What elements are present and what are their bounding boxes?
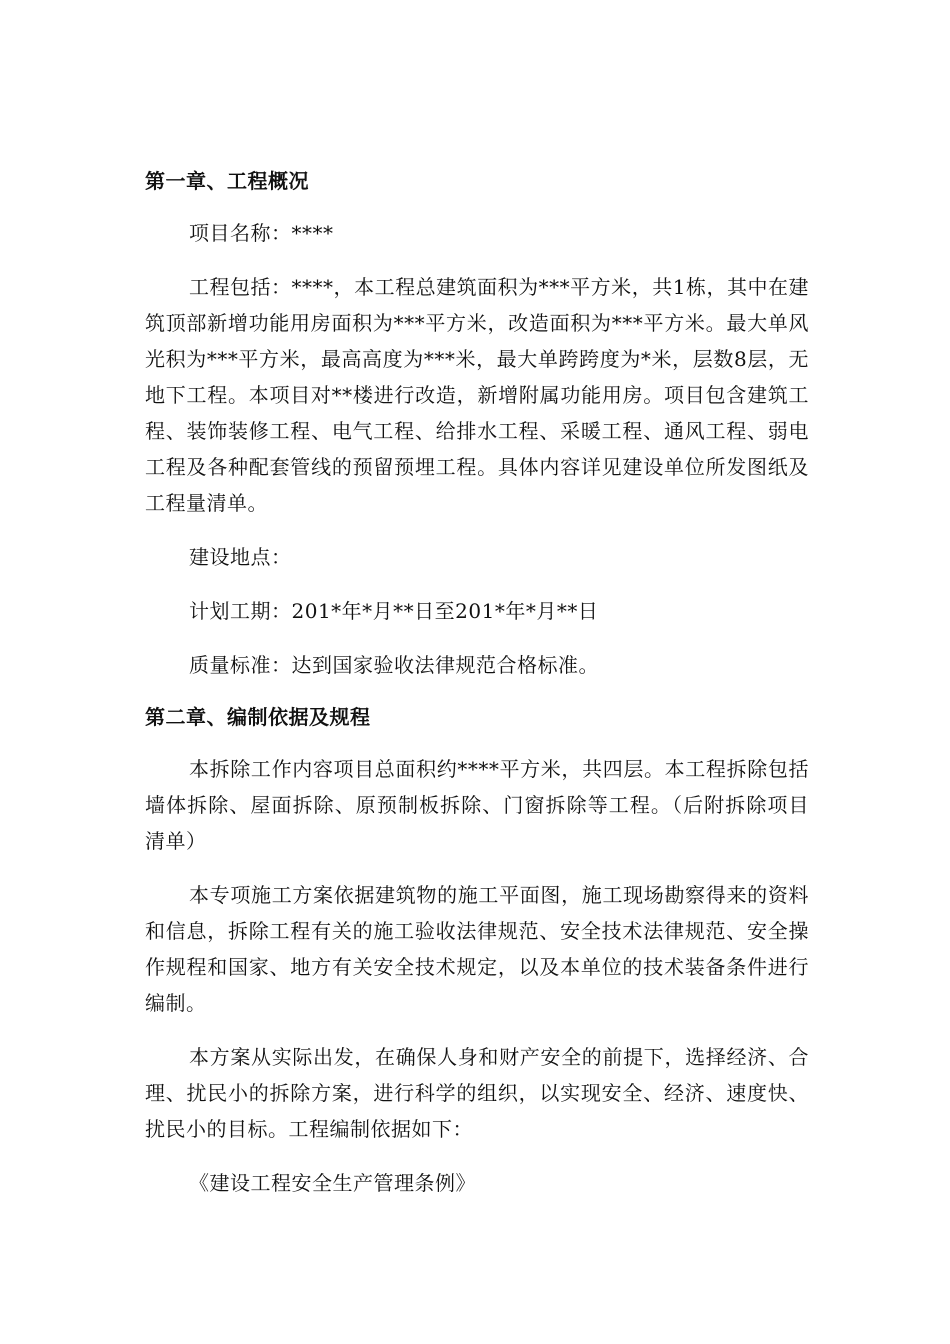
basis-paragraph: 本专项施工方案依据建筑物的施工平面图，施工现场勘察得来的资料和信息，拆除工程有关的施工验收法律规范、安全技术法律规范、安全操作规程和国家、地方有关安全技术规定，以及本单位的技术装备条件进行编制。 <box>145 883 809 1015</box>
project-name-paragraph: 项目名称：**** <box>189 221 334 245</box>
approach-paragraph: 本方案从实际出发，在确保人身和财产安全的前提下，选择经济、合理、扰民小的拆除方案，进行科学的组织，以实现安全、经济、速度快、扰民小的目标。工程编制依据如下： <box>145 1045 809 1141</box>
schedule-paragraph: 计划工期：201*年*月**日至201*年*月**日 <box>189 599 599 623</box>
reference-item: 《建设工程安全生产管理条例》 <box>189 1171 476 1195</box>
project-scope-paragraph: 工程包括：****，本工程总建筑面积为***平方米，共1栋，其中在建筑顶部新增功能用房面积为***平方米，改造面积为***平方米。最大单风光积为***平方米，最高高度为***米，最大单跨跨度为*米，层数8层，无地下工程。本项目对**楼进行改造，新增附属功能用房。项目包含建筑工程、装饰装修工程、电气工程、给排水工程、采暖工程、通风工程、弱电工程及各种配套管线的预留预埋工程。具体内容详见建设单位所发图纸及工程量清单。 <box>145 275 809 515</box>
quality-paragraph: 质量标准：达到国家验收法律规范合格标准。 <box>189 653 599 677</box>
chapter-2-heading: 第二章、编制依据及规程 <box>145 705 371 729</box>
chapter-1-heading: 第一章、工程概况 <box>145 169 309 193</box>
document-body <box>145 163 809 1219</box>
demolition-scope-paragraph: 本拆除工作内容项目总面积约****平方米，共四层。本工程拆除包括墙体拆除、屋面拆除、原预制板拆除、门窗拆除等工程。（后附拆除项目清单） <box>145 757 809 853</box>
location-paragraph: 建设地点： <box>189 545 292 569</box>
